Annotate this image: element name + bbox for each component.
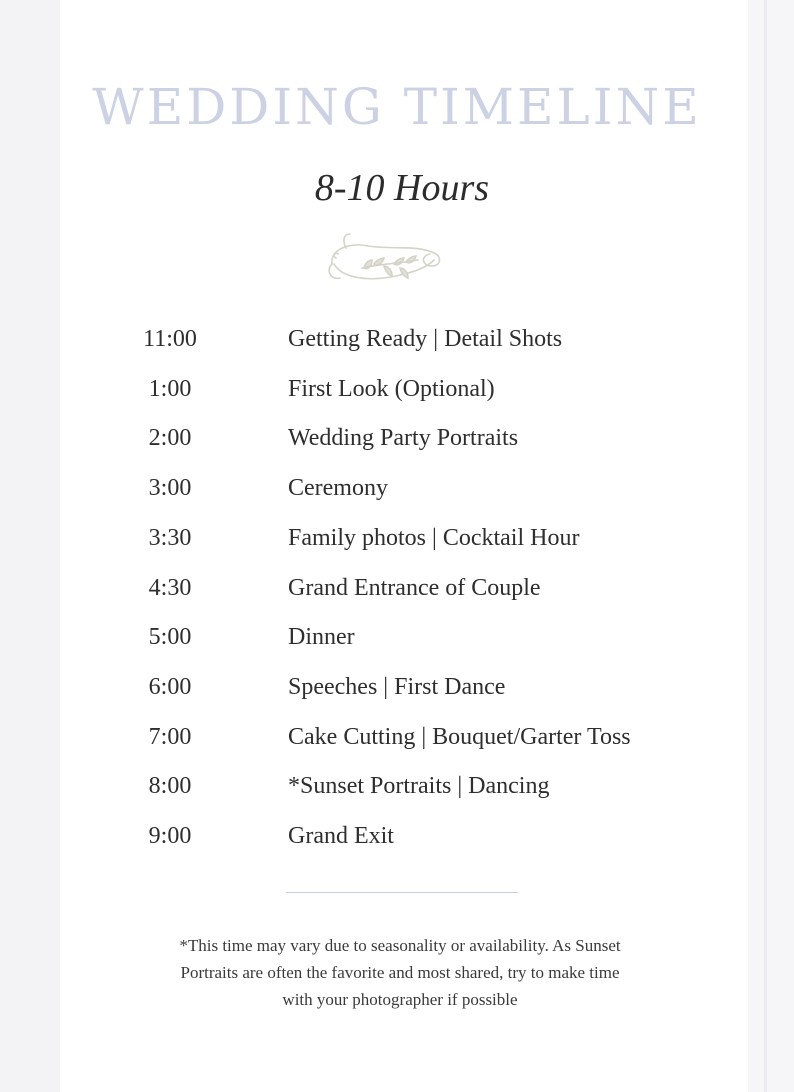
schedule-event: *Sunset Portraits | Dancing [288, 773, 550, 800]
schedule-time: 3:30 [148, 524, 192, 551]
schedule-time: 4:30 [148, 574, 192, 601]
schedule-event: Cake Cutting | Bouquet/Garter Toss [288, 723, 631, 750]
schedule-event: Getting Ready | Detail Shots [288, 326, 563, 352]
schedule-time: 2:00 [148, 425, 192, 452]
schedule-event: Dinner [288, 624, 355, 651]
schedule-event: Wedding Party Portraits [288, 425, 519, 452]
schedule-time: 3:00 [148, 475, 192, 502]
schedule-event: Grand Entrance of Couple [288, 574, 541, 601]
floral-flourish-icon [322, 230, 444, 290]
schedule-event: Grand Exit [288, 823, 394, 849]
schedule-time: 8:00 [148, 773, 192, 800]
schedule-event: Family photos | Cocktail Hour [288, 524, 580, 551]
schedule-time: 9:00 [148, 823, 192, 849]
schedule-time: 7:00 [148, 723, 192, 750]
schedule-time: 5:00 [148, 624, 192, 651]
scrollbar-track [764, 0, 767, 1092]
schedule-time: 6:00 [148, 673, 192, 700]
section-divider [286, 892, 518, 893]
footnote-line: *This time may vary due to seasonality or availability. As Sunset [179, 936, 621, 955]
schedule-event: Ceremony [288, 475, 388, 502]
page-gutter [748, 0, 794, 1092]
page-subtitle: 8-10 Hours [314, 167, 490, 209]
schedule-event: Speeches | First Dance [288, 673, 506, 700]
footnote-line: with your photographer if possible [282, 990, 518, 1009]
schedule-time: 11:00 [143, 326, 197, 352]
footnote [110, 932, 690, 1013]
page-title: WEDDING TIMELINE [92, 78, 702, 136]
footnote-line: Portraits are often the favorite and most shared, try to make time [180, 963, 620, 982]
schedule-time: 1:00 [148, 375, 192, 402]
schedule-event: First Look (Optional) [288, 375, 495, 402]
